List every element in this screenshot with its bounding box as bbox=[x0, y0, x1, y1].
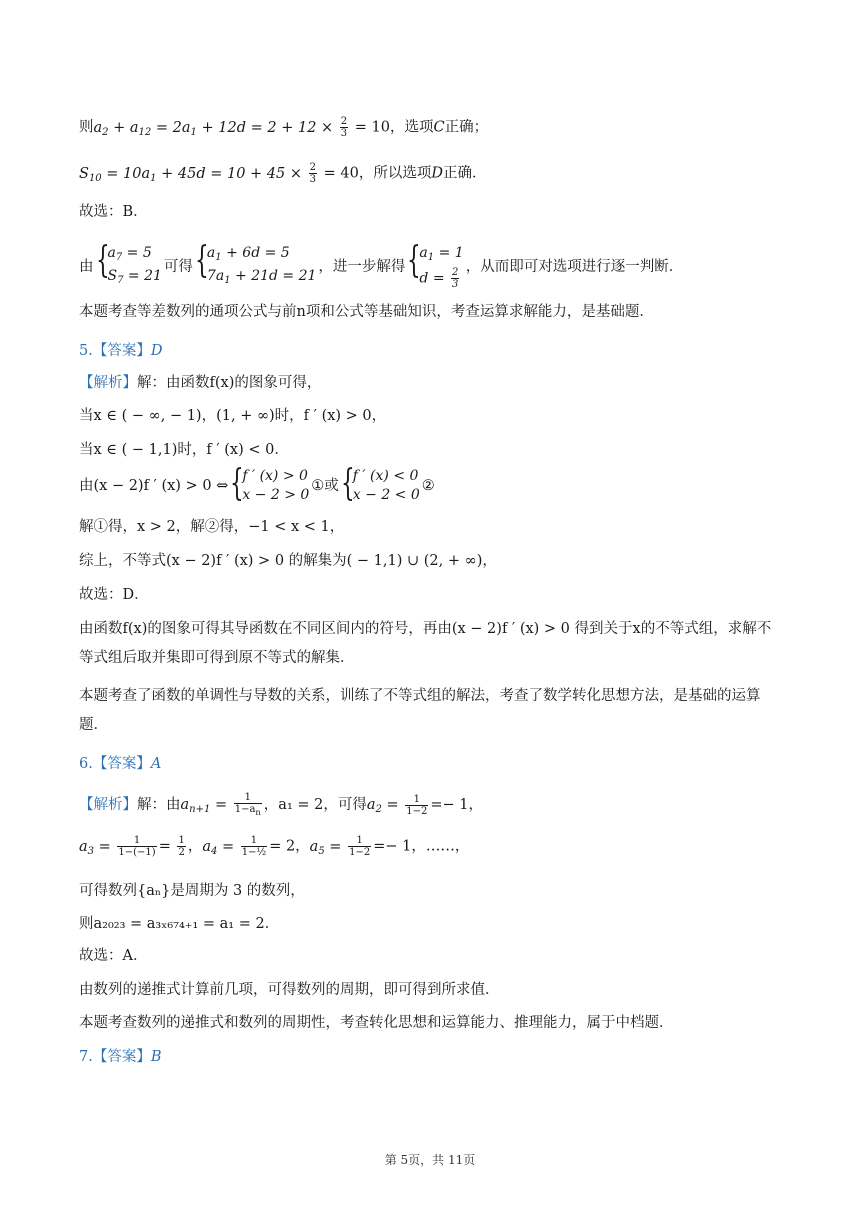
question-number: 5. bbox=[79, 343, 93, 359]
system-solution: { $a_1 = 1$ d = $\frac{2}{3}$ bbox=[407, 240, 464, 290]
q5-analysis-line-9: 本题考查了函数的单调性与导数的关系，训练了不等式组的解法，考查了数学转化思想方法，是基础的运算题． bbox=[79, 688, 761, 733]
answer-label: 【答案】 bbox=[92, 343, 151, 359]
system-a7-s7: { $a_7 = 5$ $S_7 = 21$ bbox=[95, 240, 162, 286]
q6-analysis-line-3: 可得数列{aₙ}是周期为 3 的数列， bbox=[79, 883, 305, 899]
text: 解：由函数f(x)的图象可得， bbox=[137, 375, 322, 391]
page-footer: 第 5页，共 11页 bbox=[384, 1153, 476, 1167]
system-1: { f ′ (x) > 0 x − 2 > 0 bbox=[230, 463, 310, 504]
answer-label: 【答案】 bbox=[92, 1049, 151, 1065]
answer-value: B bbox=[150, 1049, 162, 1065]
question-6-answer bbox=[79, 754, 161, 774]
text: ，进一步解得 bbox=[318, 259, 406, 275]
text: 可得 bbox=[163, 259, 193, 275]
question-7-answer bbox=[79, 1047, 162, 1067]
text: ①或 bbox=[311, 478, 339, 494]
answer-choice-line: 故选：B． bbox=[79, 204, 148, 220]
text: ，从而即可对选项进行逐一判断． bbox=[465, 259, 684, 275]
answer-label: 【答案】 bbox=[92, 756, 151, 772]
text: ② bbox=[421, 478, 435, 494]
system-2: { f ′ (x) < 0 x − 2 < 0 bbox=[340, 463, 420, 504]
fraction-2-3: $\frac{2}{3}$ bbox=[340, 116, 348, 139]
q5-analysis-line-1 bbox=[79, 373, 321, 393]
commentary-line: 本题考查等差数列的通项公式与前n项和公式等基础知识，考查运算求解能力，是基础题． bbox=[79, 304, 654, 320]
option-letter: C bbox=[433, 119, 445, 136]
q5-analysis-line-3: 当x ∈ ( − 1,1)时，f ′ (x) < 0． bbox=[79, 442, 289, 458]
q5-analysis-line-7: 故选：D． bbox=[79, 587, 149, 603]
q6-analysis-line-7: 本题考查数列的递推式和数列的周期性，考查转化思想和运算能力、推理能力，属于中档题． bbox=[79, 1015, 674, 1031]
answer-value: A bbox=[150, 756, 162, 772]
q6-analysis-line-1: 【解析】解：由$a_{n+1}$ = $\frac{1}{1-a_n}$ ，a₁ = 2，可得$a_2$ = $\frac{1}{1-2}$ =− 1， bbox=[79, 792, 484, 817]
answer-value: D bbox=[150, 343, 163, 359]
text: 解：由 bbox=[137, 797, 181, 813]
q5-analysis-line-5: 解①得，x > 2，解②得，−1 < x < 1， bbox=[79, 519, 345, 535]
text: ，a₁ = 2，可得 bbox=[263, 797, 367, 813]
fraction-2-3: $\frac{2}{3}$ bbox=[309, 162, 316, 185]
text: ，所以选项 bbox=[358, 165, 432, 182]
text: 由 bbox=[79, 259, 94, 275]
question-5-answer bbox=[79, 341, 162, 361]
q5-analysis-line-2: 当x ∈ ( − ∞, − 1)，(1, + ∞)时，f ′ (x) > 0， bbox=[79, 408, 387, 424]
analysis-label: 【解析】 bbox=[79, 797, 137, 813]
q5-analysis-line-4 bbox=[79, 463, 435, 506]
q6-analysis-line-4: 则a₂₀₂₃ = a₃ₓ₆₇₄₊₁ = a₁ = 2． bbox=[79, 916, 280, 932]
option-letter: D bbox=[431, 165, 443, 182]
solution-line-s10: $S_{10} = 10a_1 + 45d = 10 + 45$ × $\frac{2}{3}$ = 40，所以选项D正确． bbox=[79, 162, 487, 185]
solution-systems-line bbox=[79, 240, 684, 290]
question-number: 7. bbox=[79, 1049, 93, 1065]
solution-line-a2-a12: 则$a_2 + a_{12} = 2a_1 + 12d = 2 + 12$ × $\frac{2}{3}$ = 10，选项C正确； bbox=[79, 116, 489, 139]
text: ，选项 bbox=[390, 119, 434, 136]
question-number: 6. bbox=[79, 756, 93, 772]
q5-analysis-line-8: 由函数f(x)的图象可得其导函数在不同区间内的符号，再由(x − 2)f ′ (x) > 0 得到关于x的不等式组，求解不等式组后取并集即可得到原不等式的解集． bbox=[79, 621, 772, 666]
text: 正确． bbox=[442, 165, 487, 182]
text: 则 bbox=[79, 119, 94, 136]
text: 由(x − 2)f ′ (x) > 0 ⇔ bbox=[79, 478, 229, 494]
q6-analysis-line-2: $a_3$ = $\frac{1}{1-(-1)}$ = $\frac{1}{2}$ ，$a_4$ = $\frac{1}{\text{1−½}}$ = 2，$a_5$ = $\frac{1}{1-2}$ =− 1，……， bbox=[79, 835, 470, 858]
text: 正确； bbox=[444, 119, 489, 136]
system-a1-d: { $a_1 + 6d = 5$ $7a_1 + 21d = 21$ bbox=[194, 240, 317, 286]
q6-analysis-line-6: 由数列的递推式计算前几项，可得数列的周期，即可得到所求值． bbox=[79, 982, 500, 998]
q5-analysis-line-6: 综上，不等式(x − 2)f ′ (x) > 0 的解集为( − 1,1) ∪ (2, + ∞)， bbox=[79, 553, 497, 569]
analysis-label: 【解析】 bbox=[79, 375, 137, 391]
q6-analysis-line-5: 故选：A． bbox=[79, 948, 148, 964]
